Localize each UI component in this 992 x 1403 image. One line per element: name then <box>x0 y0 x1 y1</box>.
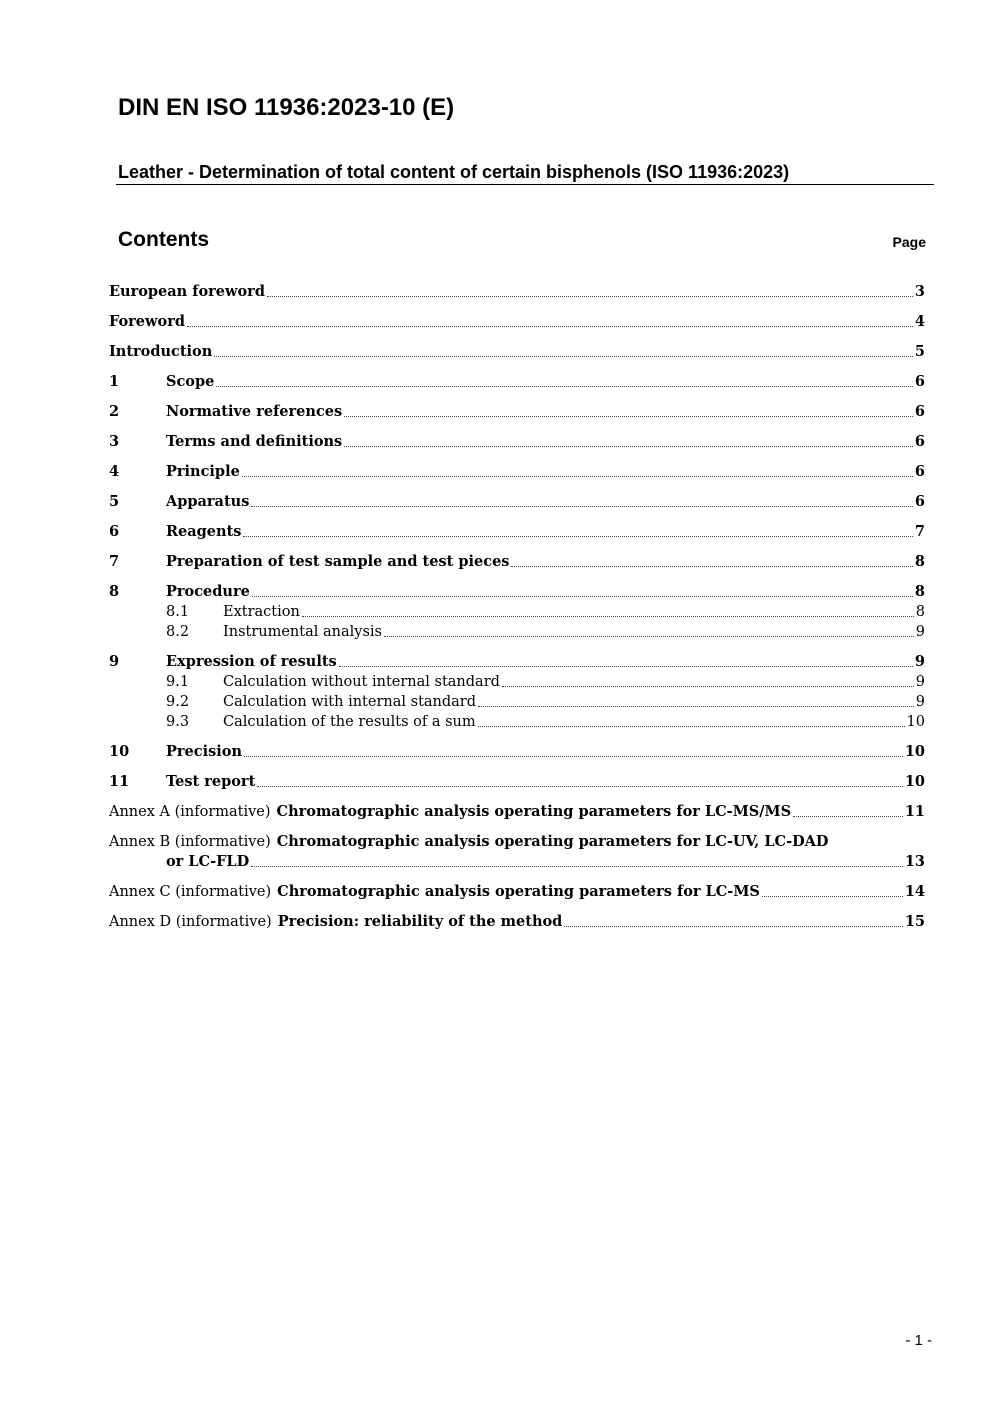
toc-leader <box>502 685 914 687</box>
toc-label: Foreword <box>109 313 185 330</box>
toc-leader <box>478 725 905 727</box>
toc-page: 4 <box>914 313 925 330</box>
toc-page: 15 <box>904 913 925 930</box>
toc-entry-calc-sum[interactable] <box>109 712 925 732</box>
toc-entry-procedure[interactable] <box>109 582 925 602</box>
toc-label: Calculation without internal standard <box>223 674 500 690</box>
toc-leader <box>187 325 913 327</box>
toc-leader <box>252 595 913 597</box>
toc-entry-annex-a[interactable] <box>109 802 925 822</box>
toc-entry-foreword[interactable] <box>109 312 925 332</box>
toc-page: 6 <box>914 373 925 390</box>
toc-page: 10 <box>904 743 925 760</box>
page-number: - 1 - <box>905 1332 932 1349</box>
toc-entry-extraction[interactable] <box>109 602 925 622</box>
toc-entry-test-report[interactable] <box>109 772 925 792</box>
toc-entry-annex-c[interactable] <box>109 882 925 902</box>
toc-leader <box>251 505 913 507</box>
toc-page: 9 <box>914 653 925 670</box>
toc-page: 9 <box>915 624 925 640</box>
toc-label: European foreword <box>109 283 265 300</box>
toc-label: Calculation with internal standard <box>223 694 477 710</box>
toc-page: 10 <box>904 773 925 790</box>
toc-annex-prefix: Annex C (informative) <box>109 884 272 900</box>
toc-label: Reagents <box>166 523 242 540</box>
toc-leader <box>244 755 903 757</box>
toc-label: Normative references <box>166 403 343 420</box>
toc-entry-preparation[interactable] <box>109 552 925 572</box>
document-title: DIN EN ISO 11936:2023-10 (E) <box>118 94 455 121</box>
toc-number: 11 <box>109 773 130 790</box>
toc-annex-prefix: Annex A (informative) <box>109 804 271 820</box>
toc-page: 14 <box>904 883 925 900</box>
toc-page: 3 <box>914 283 925 300</box>
toc-page: 11 <box>904 803 925 820</box>
toc-leader <box>384 635 914 637</box>
toc-number: 10 <box>109 743 130 760</box>
toc-leader <box>243 535 912 537</box>
toc-number: 5 <box>109 493 120 510</box>
toc-leader <box>478 705 914 707</box>
toc-entry-introduction[interactable] <box>109 342 925 362</box>
toc-page: 9 <box>915 694 925 710</box>
toc-leader <box>339 665 913 667</box>
toc-label: Chromatographic analysis operating parameters for LC-MS <box>277 883 760 900</box>
toc-entry-principle[interactable] <box>109 462 925 482</box>
toc-leader <box>216 385 913 387</box>
toc-label-continued: or LC-FLD <box>166 853 250 870</box>
toc-label: Introduction <box>109 343 213 360</box>
toc-entry-calc-with-internal[interactable] <box>109 692 925 712</box>
toc-page: 8 <box>915 604 925 620</box>
toc-number: 7 <box>109 553 120 570</box>
toc-page: 6 <box>914 433 925 450</box>
toc-entry-european-foreword[interactable] <box>109 282 925 302</box>
toc-leader <box>762 895 903 897</box>
document-subtitle: Leather - Determination of total content of certain bisphenols (ISO 11936:2023) <box>116 162 934 185</box>
toc-annex-prefix: Annex D (informative) <box>109 914 272 930</box>
toc-entry-annex-d[interactable] <box>109 912 925 932</box>
toc-number: 9.1 <box>166 674 190 690</box>
toc-leader <box>793 815 903 817</box>
toc-number: 6 <box>109 523 120 540</box>
toc-leader <box>344 445 913 447</box>
toc-page: 5 <box>914 343 925 360</box>
toc-page: 7 <box>914 523 925 540</box>
toc-label: Precision: reliability of the method <box>277 913 563 930</box>
toc-page: 8 <box>914 583 925 600</box>
toc-leader <box>564 925 903 927</box>
table-of-contents <box>109 282 925 932</box>
toc-leader <box>344 415 913 417</box>
toc-label: Procedure <box>166 583 250 600</box>
toc-label: Instrumental analysis <box>223 624 382 640</box>
toc-leader <box>257 785 903 787</box>
toc-number: 9.2 <box>166 694 190 710</box>
toc-entry-apparatus[interactable] <box>109 492 925 512</box>
toc-page: 10 <box>906 714 925 730</box>
page-column-heading: Page <box>892 234 926 250</box>
toc-page: 6 <box>914 403 925 420</box>
toc-entry-normative-references[interactable] <box>109 402 925 422</box>
toc-entry-scope[interactable] <box>109 372 925 392</box>
toc-label: Apparatus <box>166 493 250 510</box>
toc-label: Preparation of test sample and test pieces <box>166 553 510 570</box>
contents-heading: Contents <box>118 228 209 251</box>
toc-number: 9 <box>109 653 120 670</box>
toc-entry-expression-of-results[interactable] <box>109 652 925 672</box>
toc-number: 2 <box>109 403 120 420</box>
toc-leader <box>302 615 914 617</box>
toc-number: 3 <box>109 433 120 450</box>
toc-label: Calculation of the results of a sum <box>223 714 476 730</box>
toc-page: 13 <box>904 853 925 870</box>
toc-leader <box>267 295 913 297</box>
toc-leader <box>511 565 912 567</box>
toc-label: Test report <box>166 773 256 790</box>
toc-label: Principle <box>166 463 240 480</box>
toc-number: 9.3 <box>166 714 190 730</box>
toc-entry-precision[interactable] <box>109 742 925 762</box>
toc-label: Scope <box>166 373 215 390</box>
toc-page: 6 <box>914 463 925 480</box>
toc-entry-calc-without-internal[interactable] <box>109 672 925 692</box>
toc-entry-annex-b[interactable] <box>109 832 925 852</box>
toc-number: 8.2 <box>166 624 190 640</box>
toc-label: Extraction <box>223 604 300 620</box>
toc-leader <box>214 355 913 357</box>
toc-number: 8.1 <box>166 604 190 620</box>
toc-entry-reagents[interactable] <box>109 522 925 542</box>
toc-annex-prefix: Annex B (informative) <box>109 834 271 850</box>
toc-number: 1 <box>109 373 120 390</box>
toc-label: Chromatographic analysis operating parameters for LC-MS/MS <box>276 803 792 820</box>
toc-entry-terms-and-definitions[interactable] <box>109 432 925 452</box>
toc-entry-instrumental-analysis[interactable] <box>109 622 925 642</box>
toc-leader <box>251 865 903 867</box>
toc-entry-annex-b-continued[interactable] <box>109 852 925 872</box>
toc-page: 8 <box>914 553 925 570</box>
toc-page: 6 <box>914 493 925 510</box>
toc-number: 8 <box>109 583 120 600</box>
toc-label: Chromatographic analysis operating parameters for LC-UV, LC-DAD <box>276 833 829 850</box>
toc-leader <box>242 475 913 477</box>
toc-number: 4 <box>109 463 120 480</box>
toc-label: Precision <box>166 743 242 760</box>
toc-label: Expression of results <box>166 653 337 670</box>
toc-page: 9 <box>915 674 925 690</box>
toc-label: Terms and definitions <box>166 433 343 450</box>
